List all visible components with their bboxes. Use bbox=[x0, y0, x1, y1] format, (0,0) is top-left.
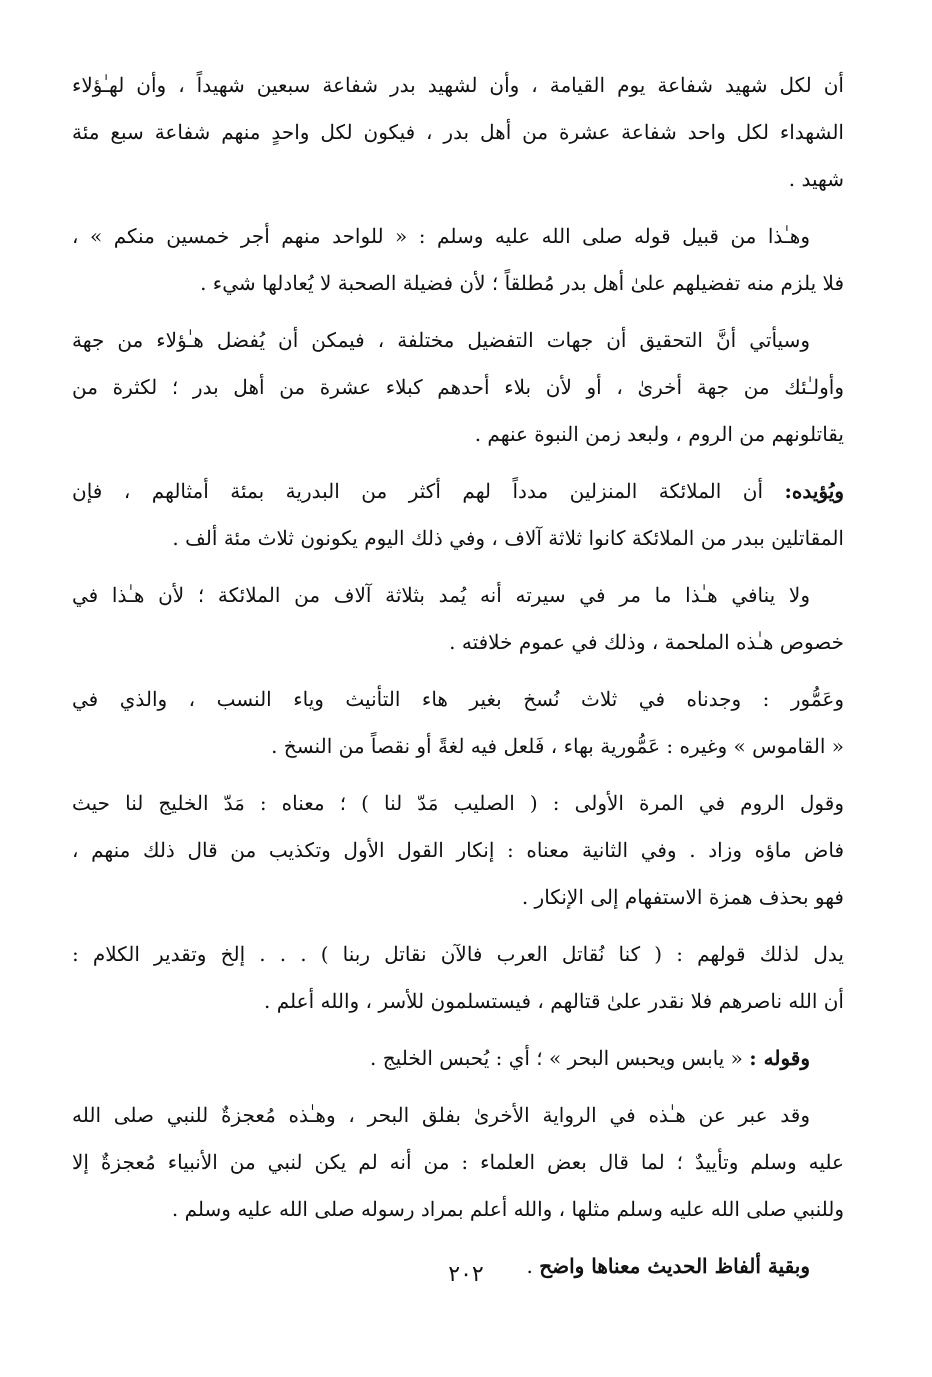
paragraph bbox=[72, 468, 844, 562]
paragraph bbox=[72, 1035, 844, 1082]
text-run: أن الملائكة المنزلين مدداً لهم أكثر من البدرية بمئة أمثالهم ، فإن bbox=[72, 479, 785, 503]
text-line: وأولـٰئك من جهة أخرىٰ ، أو لأن بلاء أحدهم كبلاء عشرة من أهل بدر ؛ لكثرة من bbox=[72, 375, 844, 399]
text-line: وهـٰذا من قبيل قوله صلى الله عليه وسلم : « للواحد منهم أجر خمسين منكم » ، bbox=[72, 224, 810, 248]
paragraph bbox=[72, 780, 844, 921]
paragraph bbox=[72, 676, 844, 770]
text-line: الشهداء لكل واحد شفاعة عشرة من أهل بدر ، فيكون لكل واحدٍ منهم شفاعة سبع مئة bbox=[72, 120, 844, 144]
paragraph bbox=[72, 213, 844, 307]
paragraph bbox=[72, 931, 844, 1025]
paragraph bbox=[72, 317, 844, 458]
paragraph bbox=[72, 62, 844, 203]
paragraph-lead: ويُؤيده: bbox=[784, 479, 844, 503]
text-line: وعَمُّور : وجدناه في ثلاث نُسخ بغير هاء التأنيث وياء النسب ، والذي في bbox=[72, 687, 844, 711]
paragraph-lead: وقوله : bbox=[749, 1046, 810, 1070]
paragraph bbox=[72, 572, 844, 666]
text-line: فاض ماؤه وزاد . وفي الثانية معناه : إنكار القول الأول وتكذيب من قال ذلك منهم ، bbox=[72, 838, 844, 862]
text-line: المقاتلين ببدر من الملائكة كانوا ثلاثة آلاف ، وفي ذلك اليوم يكونون ثلاث مئة ألف . bbox=[172, 526, 844, 550]
text-line: أن لكل شهيد شفاعة يوم القيامة ، وأن لشهيد بدر شفاعة سبعين شهيداً ، وأن لهـٰؤلاء bbox=[72, 73, 844, 97]
text-line: ولا ينافي هـٰذا ما مر في سيرته أنه يُمد بثلاثة آلاف من الملائكة ؛ لأن هـٰذا في bbox=[72, 583, 810, 607]
text-line: فلا يلزم منه تفضيلهم علىٰ أهل بدر مُطلقاً ؛ لأن فضيلة الصحبة لا يُعادلها شيء . bbox=[200, 271, 844, 295]
paragraph-lead: وبقية ألفاظ الحديث معناها واضح bbox=[539, 1254, 810, 1278]
text-line: يقاتلونهم من الروم ، ولبعد زمن النبوة عنهم . bbox=[474, 422, 844, 446]
text-line: شهيد . bbox=[788, 167, 844, 191]
text-line bbox=[72, 468, 844, 515]
text-run: . bbox=[526, 1254, 540, 1278]
page-body bbox=[72, 62, 844, 1300]
page-number: ٢٠٢ bbox=[448, 1262, 484, 1287]
text-line bbox=[72, 1035, 844, 1082]
text-line: عليه وسلم وتأييدٌ ؛ لما قال بعض العلماء : من أنه لم يكن لنبي من الأنبياء مُعجزةٌ إلا bbox=[72, 1150, 844, 1174]
text-line: أن الله ناصرهم فلا نقدر علىٰ قتالهم ، فيستسلمون للأسر ، والله أعلم . bbox=[264, 989, 844, 1013]
text-line: وسيأتي أنَّ التحقيق أن جهات التفضيل مختلفة ، فيمكن أن يُفضل هـٰؤلاء من جهة bbox=[72, 328, 810, 352]
text-line: « القاموس » وغيره : عَمُّورية بهاء ، فَلعل فيه لغةً أو نقصاً من النسخ . bbox=[271, 734, 844, 758]
text-line: وللنبي صلى الله عليه وسلم مثلها ، والله أعلم بمراد رسوله صلى الله عليه وسلم . bbox=[171, 1197, 844, 1221]
text-line: خصوص هـٰذه الملحمة ، وذلك في عموم خلافته . bbox=[449, 630, 844, 654]
text-line: فهو بحذف همزة الاستفهام إلى الإنكار . bbox=[521, 885, 844, 909]
paragraph bbox=[72, 1092, 844, 1233]
text-run: « يابس ويحبس البحر » ؛ أي : يُحبس الخليج . bbox=[370, 1046, 750, 1070]
text-line: وقد عبر عن هـٰذه في الرواية الأخرىٰ بفلق البحر ، وهـٰذه مُعجزةٌ للنبي صلى الله bbox=[72, 1103, 810, 1127]
text-line: وقول الروم في المرة الأولى : ( الصليب مَدّ لنا ) ؛ معناه : مَدّ الخليج لنا حيث bbox=[72, 791, 844, 815]
text-line: يدل لذلك قولهم : ( كنا نُقاتل العرب فالآن نقاتل ربنا ) . . . إلخ وتقدير الكلام : bbox=[72, 942, 844, 966]
